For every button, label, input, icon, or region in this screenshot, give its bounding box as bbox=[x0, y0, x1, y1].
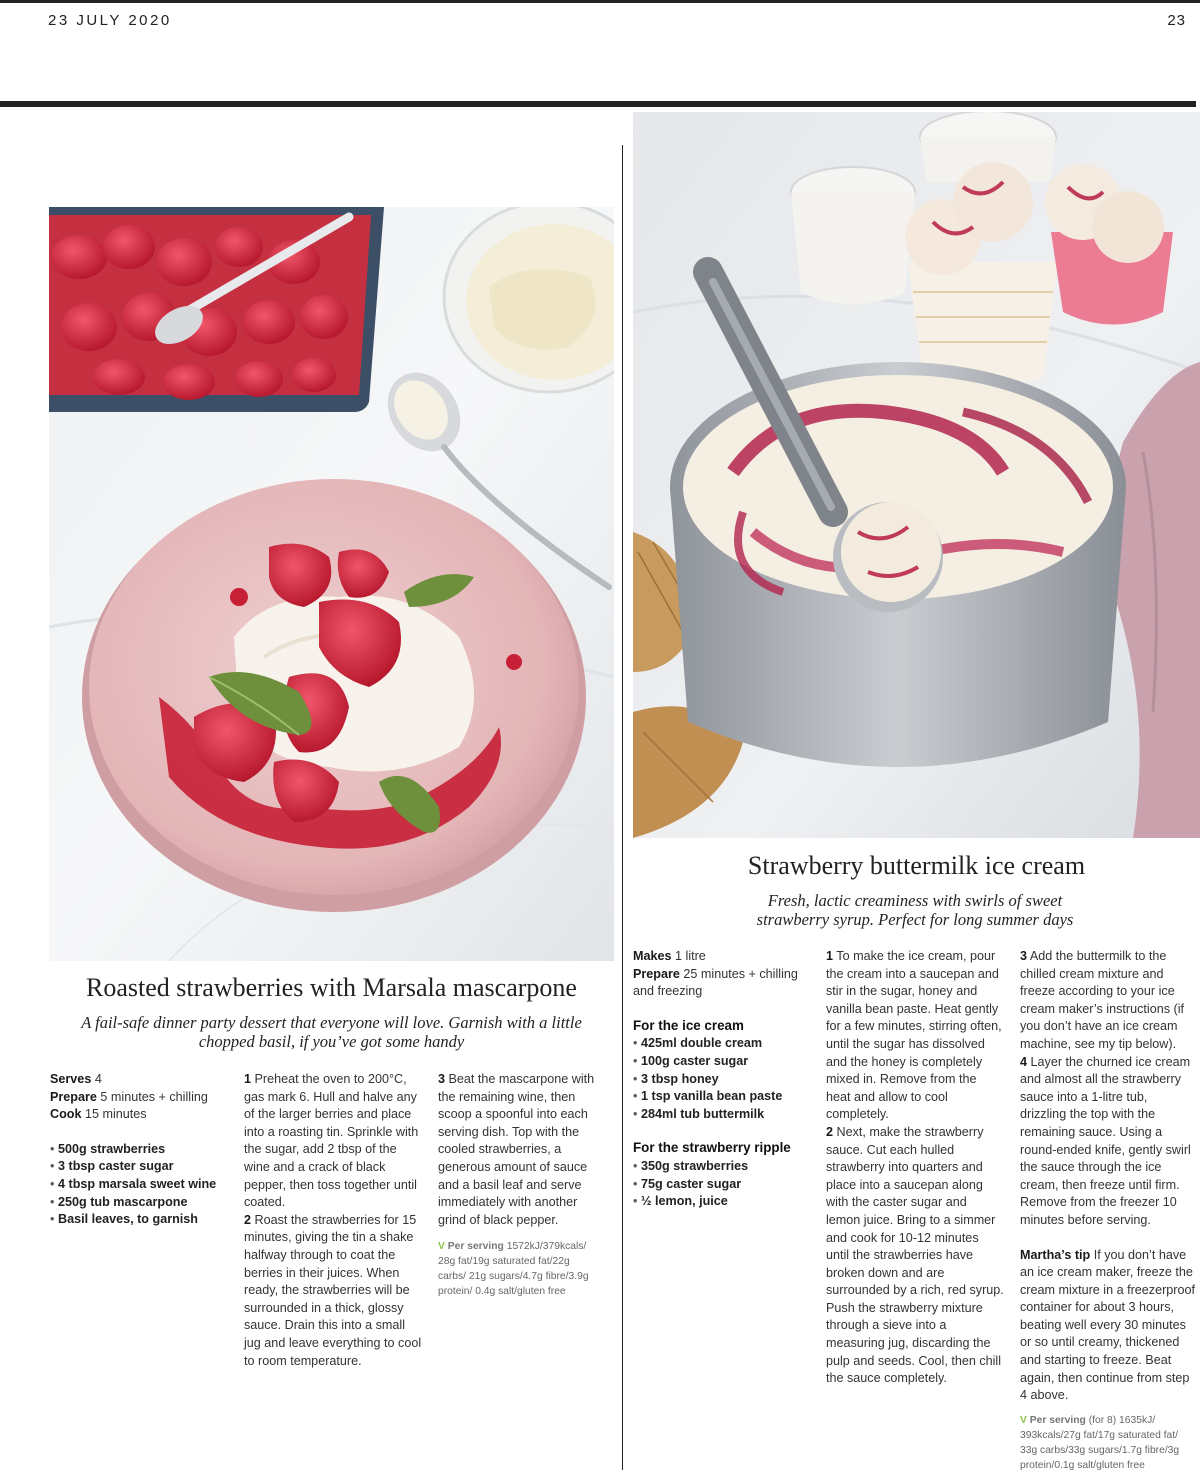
method-step: 1 Preheat the oven to 200°C, gas mark 6. Hull and halve any of the larger berries and place into a roasting tin. Sprinkle with the sugar, add 2 tbsp of the wine and a crack of black pepper, then toss together until coated. bbox=[244, 1072, 419, 1210]
left-steps-col1 bbox=[244, 1071, 422, 1370]
issue-date: 23 JULY 2020 bbox=[48, 12, 172, 29]
left-steps-col2 bbox=[438, 1071, 606, 1299]
ice-cream-ingredients-list bbox=[633, 1035, 815, 1123]
ingredient-item: • 1 tsp vanilla bean paste bbox=[633, 1088, 815, 1106]
ingredient-item: • 284ml tub buttermilk bbox=[633, 1106, 815, 1124]
ingredient-item: • Basil leaves, to garnish bbox=[50, 1211, 235, 1229]
ingredient-item: • 350g strawberries bbox=[633, 1158, 815, 1176]
ice-cream-heading: For the ice cream bbox=[633, 1017, 744, 1033]
method-step: 1 To make the ice cream, pour the cream into a saucepan and stir in the sugar, honey and vanilla bean paste. Heat gently for a few minutes, stirring often, until the sugar has dissolved and the honey is completely mixed in. Remove from the heat and allow to cool completely. bbox=[826, 949, 1002, 1122]
right-steps-col2 bbox=[1020, 948, 1196, 1473]
right-recipe-standfirst: Fresh, lactic creaminess with swirls of sweet strawberry syrup. Perfect for long summer days bbox=[756, 891, 1074, 929]
ingredient-item: • 4 tbsp marsala sweet wine bbox=[50, 1176, 235, 1194]
left-recipe-standfirst: A fail-safe dinner party dessert that everyone will love. Garnish with a little chopped basil, if you’ve got some handy bbox=[81, 1013, 582, 1051]
ingredient-item: • 100g caster sugar bbox=[633, 1053, 815, 1071]
makes-line: Makes 1 litre bbox=[633, 949, 706, 963]
method-step: 3 Add the buttermilk to the chilled cream mixture and freeze according to your ice cream maker’s instructions (if you don’t have an ice cream machine, see my tip below). bbox=[1020, 949, 1184, 1051]
ingredient-item: • 425ml double cream bbox=[633, 1035, 815, 1053]
left-recipe-title: Roasted strawberries with Marsala mascarpone bbox=[86, 973, 577, 1002]
roasted-strawberries-photo bbox=[49, 207, 614, 961]
column-divider bbox=[622, 145, 623, 1470]
right-recipe-meta bbox=[633, 948, 815, 1211]
method-step: 3 Beat the mascarpone with the remaining wine, then scoop a spoonful into each serving dish. Top with the cooled strawberries, a generous amount of sauce and a basil leaf and serve immediately with another grind of black pepper. bbox=[438, 1072, 595, 1227]
right-recipe-title: Strawberry buttermilk ice cream bbox=[747, 851, 1086, 880]
ripple-heading: For the strawberry ripple bbox=[633, 1140, 791, 1156]
ingredient-item: • 500g strawberries bbox=[50, 1141, 235, 1159]
ingredient-item: • 3 tbsp honey bbox=[633, 1071, 815, 1089]
serves-line: Serves 4 bbox=[50, 1072, 102, 1086]
prepare-line: Prepare 5 minutes + chilling bbox=[50, 1089, 208, 1104]
ingredient-item: • 75g caster sugar bbox=[633, 1176, 815, 1194]
vegetarian-icon: V bbox=[438, 1241, 445, 1253]
left-nutrition: V Per serving 1572kJ/379kcals/ 28g fat/19g saturated fat/22g carbs/ 21g sugars/4.7g fibre/3.9g protein/ 0.4g salt/gluten free bbox=[438, 1241, 589, 1298]
ripple-ingredients-list bbox=[633, 1158, 815, 1211]
ice-cream-tub-photo bbox=[633, 112, 1200, 838]
method-step: 2 Roast the strawberries for 15 minutes, giving the tin a shake halfway through to coat the berries in their juices. When ready, the strawberries will be surrounded in a thick, glossy sauce. Drain this into a small jug and leave everything to cool to room temperature. bbox=[244, 1212, 422, 1368]
page-number: 23 bbox=[1167, 12, 1186, 29]
cook-line: Cook 15 minutes bbox=[50, 1107, 147, 1122]
left-ingredients-list bbox=[50, 1141, 235, 1229]
ingredient-item: • 3 tbsp caster sugar bbox=[50, 1158, 235, 1176]
prepare-line: Prepare 25 minutes + chilling and freezing bbox=[633, 966, 798, 999]
vegetarian-icon: V bbox=[1020, 1414, 1027, 1426]
right-nutrition: V Per serving (for 8) 1635kJ/ 393kcals/27g fat/17g saturated fat/ 33g carbs/33g sugars/1.7g fibre/3g protein/0.1g salt/gluten free bbox=[1020, 1414, 1180, 1471]
right-steps-col1 bbox=[826, 948, 1004, 1388]
top-rule bbox=[0, 0, 1200, 3]
chefs-tip: Martha’s tip If you don’t have an ice cream maker, freeze the cream mixture in a freezerproof container for about 3 hours, beating well every 30 minutes or so until creamy, thickened and starting to freeze. Beat again, then continue from step 4 above. bbox=[1020, 1247, 1195, 1403]
ingredient-item: • 250g tub mascarpone bbox=[50, 1194, 235, 1212]
method-step: 4 Layer the churned ice cream and almost all the strawberry sauce into a 1-litre tub, drizzling the top with the remaining sauce. Using a round-ended knife, gently swirl the sauce through the ice cream, then freeze until firm. Remove from the freezer 10 minutes before serving. bbox=[1020, 1054, 1191, 1227]
ingredient-item: • ½ lemon, juice bbox=[633, 1193, 815, 1211]
method-step: 2 Next, make the strawberry sauce. Cut each hulled strawberry into quarters and place into a saucepan along with the caster sugar and lemon juice. Bring to a simmer and cook for 10-12 minutes until the strawberries have broken down and are surrounded by a rich, red syrup. Push the strawberry mixture through a sieve into a measuring jug, discarding the pulp and seeds. Cool, then chill the sauce completely. bbox=[826, 1124, 1004, 1386]
section-rule bbox=[0, 101, 1196, 107]
left-recipe-meta bbox=[50, 1071, 235, 1229]
